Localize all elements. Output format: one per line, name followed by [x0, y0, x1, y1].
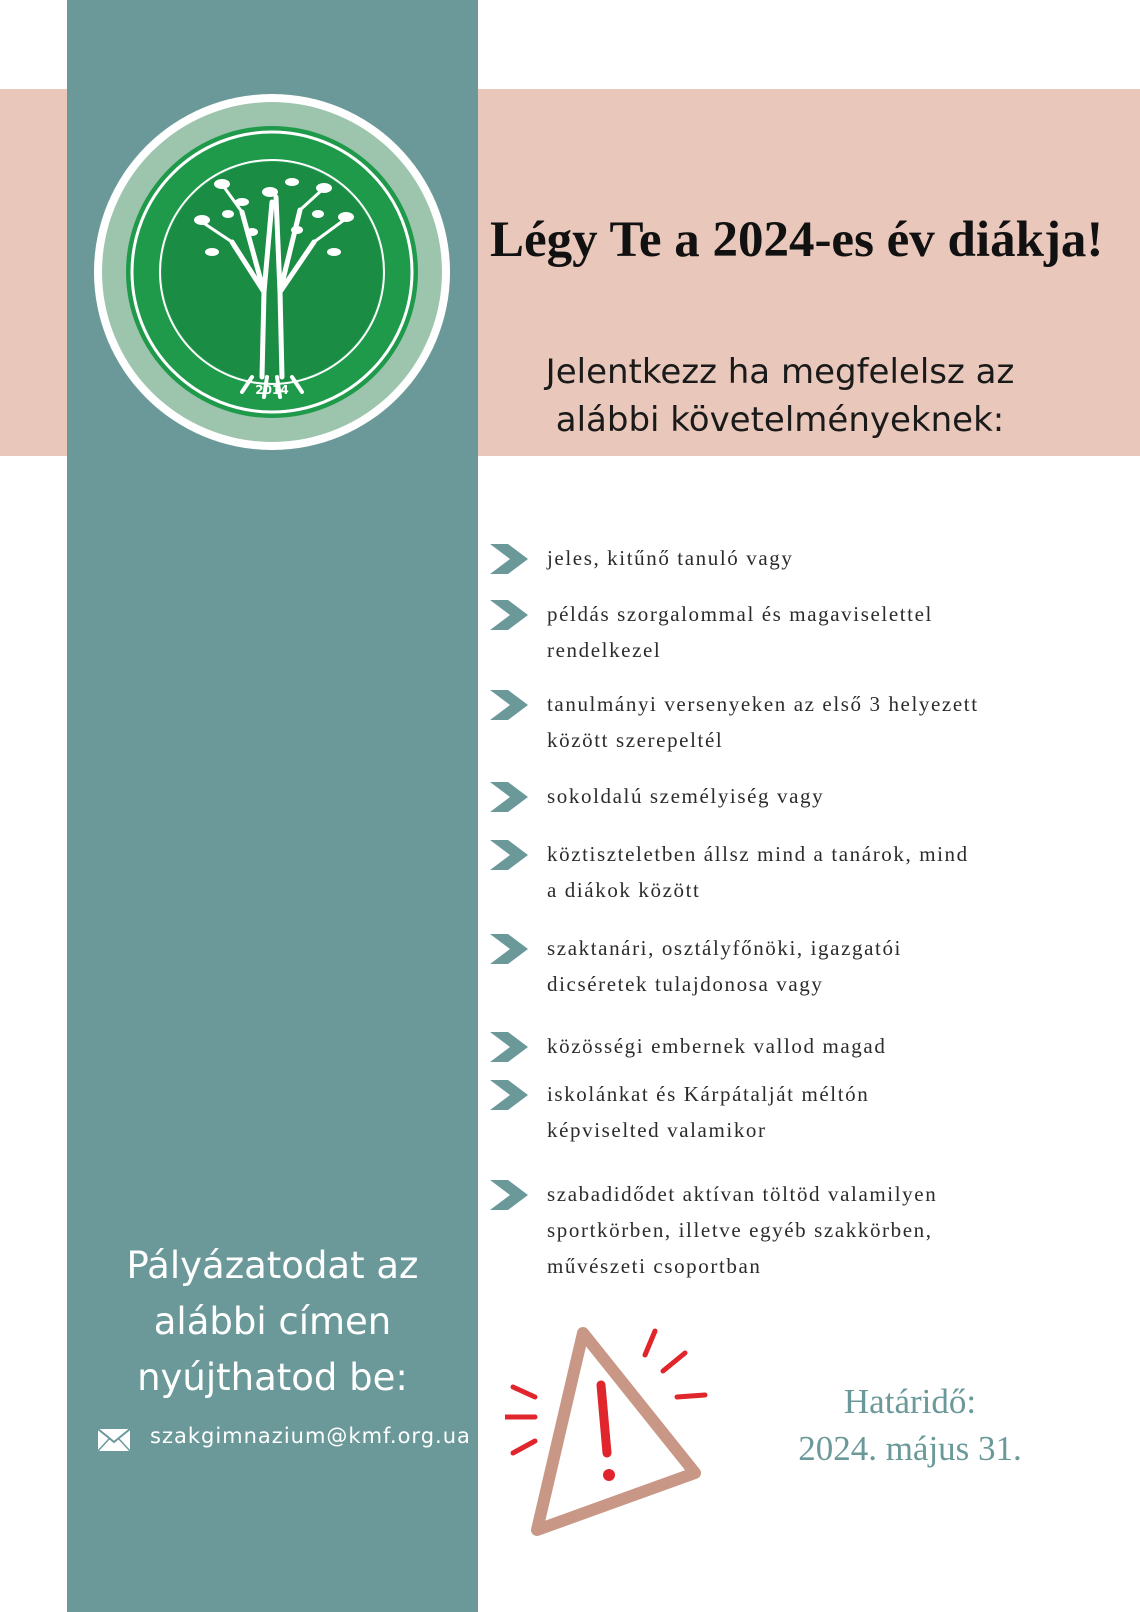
requirement-text: tanulmányi versenyeken az első 3 helyezett	[547, 692, 979, 716]
page-title: Légy Te a 2024-es év diákja!	[490, 212, 1104, 268]
chevron-arrow-icon	[490, 690, 528, 720]
requirement-text: dicséretek tulajdonosa vagy	[547, 972, 824, 996]
requirement-text: iskolánkat és Kárpátalját méltón	[547, 1082, 870, 1106]
seal-year: 2014	[255, 383, 289, 397]
chevron-arrow-icon	[490, 1180, 528, 1210]
requirement-text: sportkörben, illetve egyéb szakkörben,	[547, 1218, 933, 1242]
chevron-arrow-icon	[490, 544, 528, 574]
chevron-arrow-icon	[490, 600, 528, 630]
envelope-icon	[97, 1428, 131, 1452]
deadline-label: Határidő:	[843, 1382, 977, 1421]
subtitle	[500, 348, 1060, 444]
deadline-date: 2024. május 31.	[798, 1429, 1022, 1468]
requirement-text: köztiszteletben állsz mind a tanárok, mind	[547, 842, 969, 866]
apply-line-3: nyújthatod be:	[137, 1356, 408, 1399]
apply-instructions	[67, 1238, 478, 1406]
apply-line-2: alábbi címen	[153, 1300, 392, 1343]
requirement-text: jeles, kitűnő tanuló vagy	[547, 546, 794, 570]
requirement-text: példás szorgalommal és magaviselettel	[547, 602, 933, 626]
chevron-arrow-icon	[490, 782, 528, 812]
chevron-arrow-icon	[490, 840, 528, 870]
warning-triangle-icon	[505, 1325, 745, 1545]
requirement-text: rendelkezel	[547, 638, 662, 662]
chevron-arrow-icon	[490, 934, 528, 964]
requirement-text: közösségi embernek vallod magad	[547, 1034, 887, 1058]
chevron-arrow-icon	[490, 1080, 528, 1110]
requirement-text: a diákok között	[547, 878, 701, 902]
subtitle-line-1: Jelentkezz ha megfelelsz az	[545, 352, 1015, 392]
email-link[interactable]: szakgimnazium@kmf.org.ua	[150, 1424, 471, 1448]
requirement-text: szaktanári, osztályfőnöki, igazgatói	[547, 936, 902, 960]
apply-line-1: Pályázatodat az	[126, 1244, 419, 1287]
requirement-text: sokoldalú személyiség vagy	[547, 784, 825, 808]
requirement-text: művészeti csoportban	[547, 1254, 762, 1278]
deadline	[770, 1378, 1050, 1472]
requirement-text: képviselted valamikor	[547, 1118, 767, 1142]
chevron-arrow-icon	[490, 1032, 528, 1062]
subtitle-line-2: alábbi követelményeknek:	[555, 400, 1005, 440]
requirement-text: szabadidődet aktívan töltöd valamilyen	[547, 1182, 938, 1206]
college-seal-logo	[92, 92, 452, 452]
requirement-text: között szerepeltél	[547, 728, 724, 752]
